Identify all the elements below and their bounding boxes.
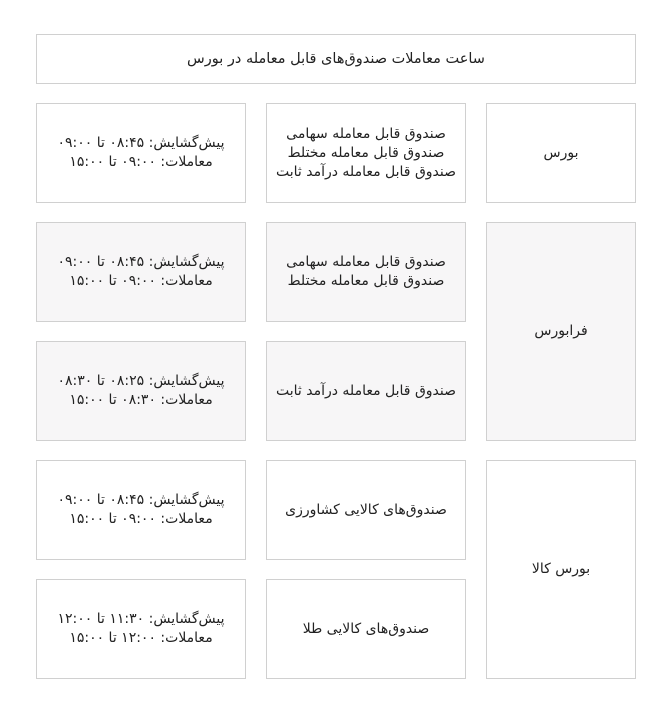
hours-cell — [36, 579, 246, 679]
funds-cell — [266, 222, 466, 322]
funds-cell — [266, 341, 466, 441]
fund-name: صندوق قابل معامله درآمد ثابت — [275, 382, 457, 399]
funds-cell — [266, 460, 466, 560]
hours-cell — [36, 341, 246, 441]
trading-hours: معاملات: ۱۲:۰۰ تا ۱۵:۰۰ — [69, 630, 213, 646]
preopening-hours: پیش‌گشایش: ۰۸:۲۵ تا ۰۸:۳۰ — [57, 373, 225, 389]
funds-cell — [266, 579, 466, 679]
fund-name: صندوق قابل معامله درآمد ثابت — [275, 163, 457, 180]
fund-name: صندوق قابل معامله سهامی — [286, 125, 446, 142]
fund-name: صندوق قابل معامله مختلط — [287, 273, 445, 289]
trading-hours: معاملات: ۰۹:۰۰ تا ۱۵:۰۰ — [69, 273, 213, 289]
trading-hours: معاملات: ۰۹:۰۰ تا ۱۵:۰۰ — [69, 154, 213, 170]
fund-name: صندوق قابل معامله سهامی — [286, 254, 446, 270]
preopening-hours: پیش‌گشایش: ۰۸:۴۵ تا ۰۹:۰۰ — [57, 254, 225, 270]
fund-name: صندوق‌های کالایی طلا — [302, 620, 430, 637]
hours-cell — [36, 460, 246, 560]
market-cell-commodity-exchange — [486, 460, 636, 679]
page-title-text: ساعت معاملات صندوق‌های قابل معامله در بورس — [187, 50, 485, 67]
market-name: بورس — [543, 144, 579, 161]
market-name: بورس کالا — [531, 561, 591, 577]
preopening-hours: پیش‌گشایش: ۱۱:۳۰ تا ۱۲:۰۰ — [57, 611, 225, 627]
market-cell-farabourse — [486, 222, 636, 441]
market-cell-bourse — [486, 103, 636, 203]
market-name: فرابورس — [534, 323, 588, 339]
preopening-hours: پیش‌گشایش: ۰۸:۴۵ تا ۰۹:۰۰ — [57, 492, 225, 508]
trading-hours: معاملات: ۰۹:۰۰ تا ۱۵:۰۰ — [69, 511, 213, 527]
hours-cell — [36, 222, 246, 322]
preopening-hours: پیش‌گشایش: ۰۸:۴۵ تا ۰۹:۰۰ — [57, 135, 225, 151]
funds-cell — [266, 103, 466, 203]
fund-name: صندوق‌های کالایی کشاورزی — [285, 501, 447, 518]
trading-hours: معاملات: ۰۸:۳۰ تا ۱۵:۰۰ — [69, 392, 213, 408]
fund-name: صندوق قابل معامله مختلط — [287, 144, 445, 161]
page-title — [36, 34, 636, 84]
hours-cell — [36, 103, 246, 203]
